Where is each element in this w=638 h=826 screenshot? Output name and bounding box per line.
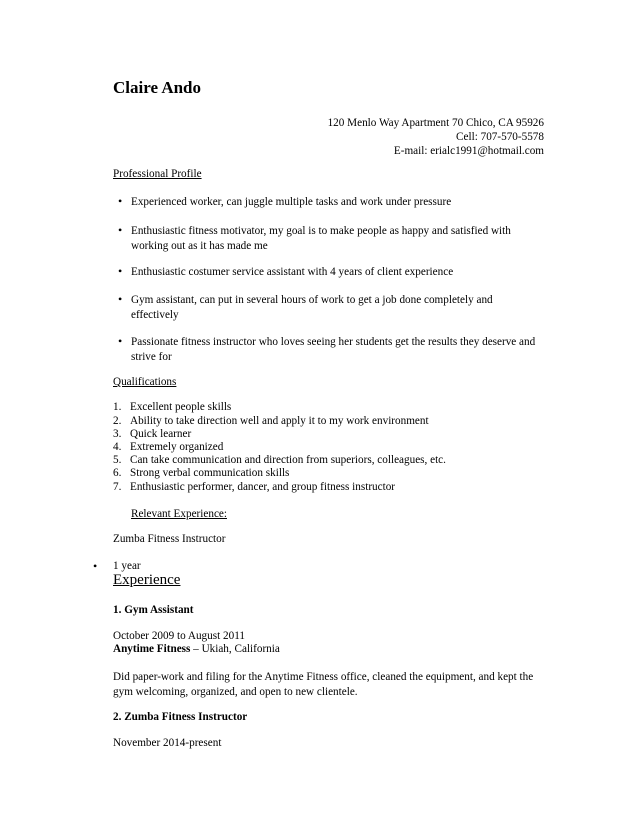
- contact-cell: Cell: 707-570-5578: [456, 131, 544, 143]
- bullet-icon: •: [93, 559, 98, 573]
- qualification-number: 5.: [113, 454, 122, 466]
- qualification-number: 1.: [113, 401, 122, 413]
- relevant-role: Zumba Fitness Instructor: [113, 533, 226, 545]
- experience-heading: Experience: [113, 572, 181, 588]
- profile-item: Gym assistant, can put in several hours of work to get a job done completely and effectively: [131, 294, 493, 321]
- candidate-name: Claire Ando: [113, 78, 202, 97]
- bullet-icon: •: [118, 264, 123, 278]
- contact-address: 120 Menlo Way Apartment 70 Chico, CA 95926: [327, 117, 544, 129]
- qualification-item: Quick learner: [130, 428, 192, 440]
- job-employer-line: [113, 643, 280, 655]
- qualification-item: Extremely organized: [130, 441, 224, 453]
- qualifications-heading: Qualifications: [113, 376, 177, 388]
- job-dates: October 2009 to August 2011: [113, 630, 245, 642]
- job-description: Did paper-work and filing for the Anytime Fitness office, cleaned the equipment, and kept the gym welcoming, organized, and open to new clientele.: [113, 671, 534, 698]
- job-employer: Anytime Fitness: [113, 643, 191, 655]
- bullet-icon: •: [118, 334, 123, 348]
- qualification-item: Enthusiastic performer, dancer, and group fitness instructor: [130, 481, 396, 493]
- relevant-duration: 1 year: [113, 560, 141, 572]
- qualification-number: 2.: [113, 415, 122, 427]
- profile-item: Enthusiastic costumer service assistant with 4 years of client experience: [131, 266, 454, 278]
- bullet-icon: •: [118, 292, 123, 306]
- job-title: 2. Zumba Fitness Instructor: [113, 711, 248, 723]
- profile-item: Passionate fitness instructor who loves seeing her students get the results they deserve and strive for: [131, 336, 536, 363]
- job-title: 1. Gym Assistant: [113, 604, 194, 616]
- contact-email: E-mail: erialc1991@hotmail.com: [393, 145, 544, 157]
- qualification-number: 7.: [113, 481, 122, 493]
- qualification-item: Ability to take direction well and apply it to my work environment: [130, 415, 429, 427]
- qualification-item: Strong verbal communication skills: [130, 467, 290, 479]
- qualification-number: 4.: [113, 441, 122, 453]
- profile-item: Enthusiastic fitness motivator, my goal is to make people as happy and satisfied with working out as it has made me: [131, 225, 511, 252]
- qualification-number: 6.: [113, 467, 122, 479]
- qualification-item: Can take communication and direction from superiors, colleagues, etc.: [130, 454, 446, 466]
- bullet-icon: •: [118, 223, 123, 237]
- profile-item: Experienced worker, can juggle multiple tasks and work under pressure: [131, 196, 452, 208]
- qualification-number: 3.: [113, 428, 122, 440]
- job-location: – Ukiah, California: [190, 643, 280, 655]
- relevant-experience-heading: Relevant Experience:: [131, 508, 227, 520]
- job-dates: November 2014-present: [113, 737, 222, 749]
- professional-profile-heading: Professional Profile: [113, 168, 202, 180]
- bullet-icon: •: [118, 194, 123, 208]
- qualification-item: Excellent people skills: [130, 401, 232, 413]
